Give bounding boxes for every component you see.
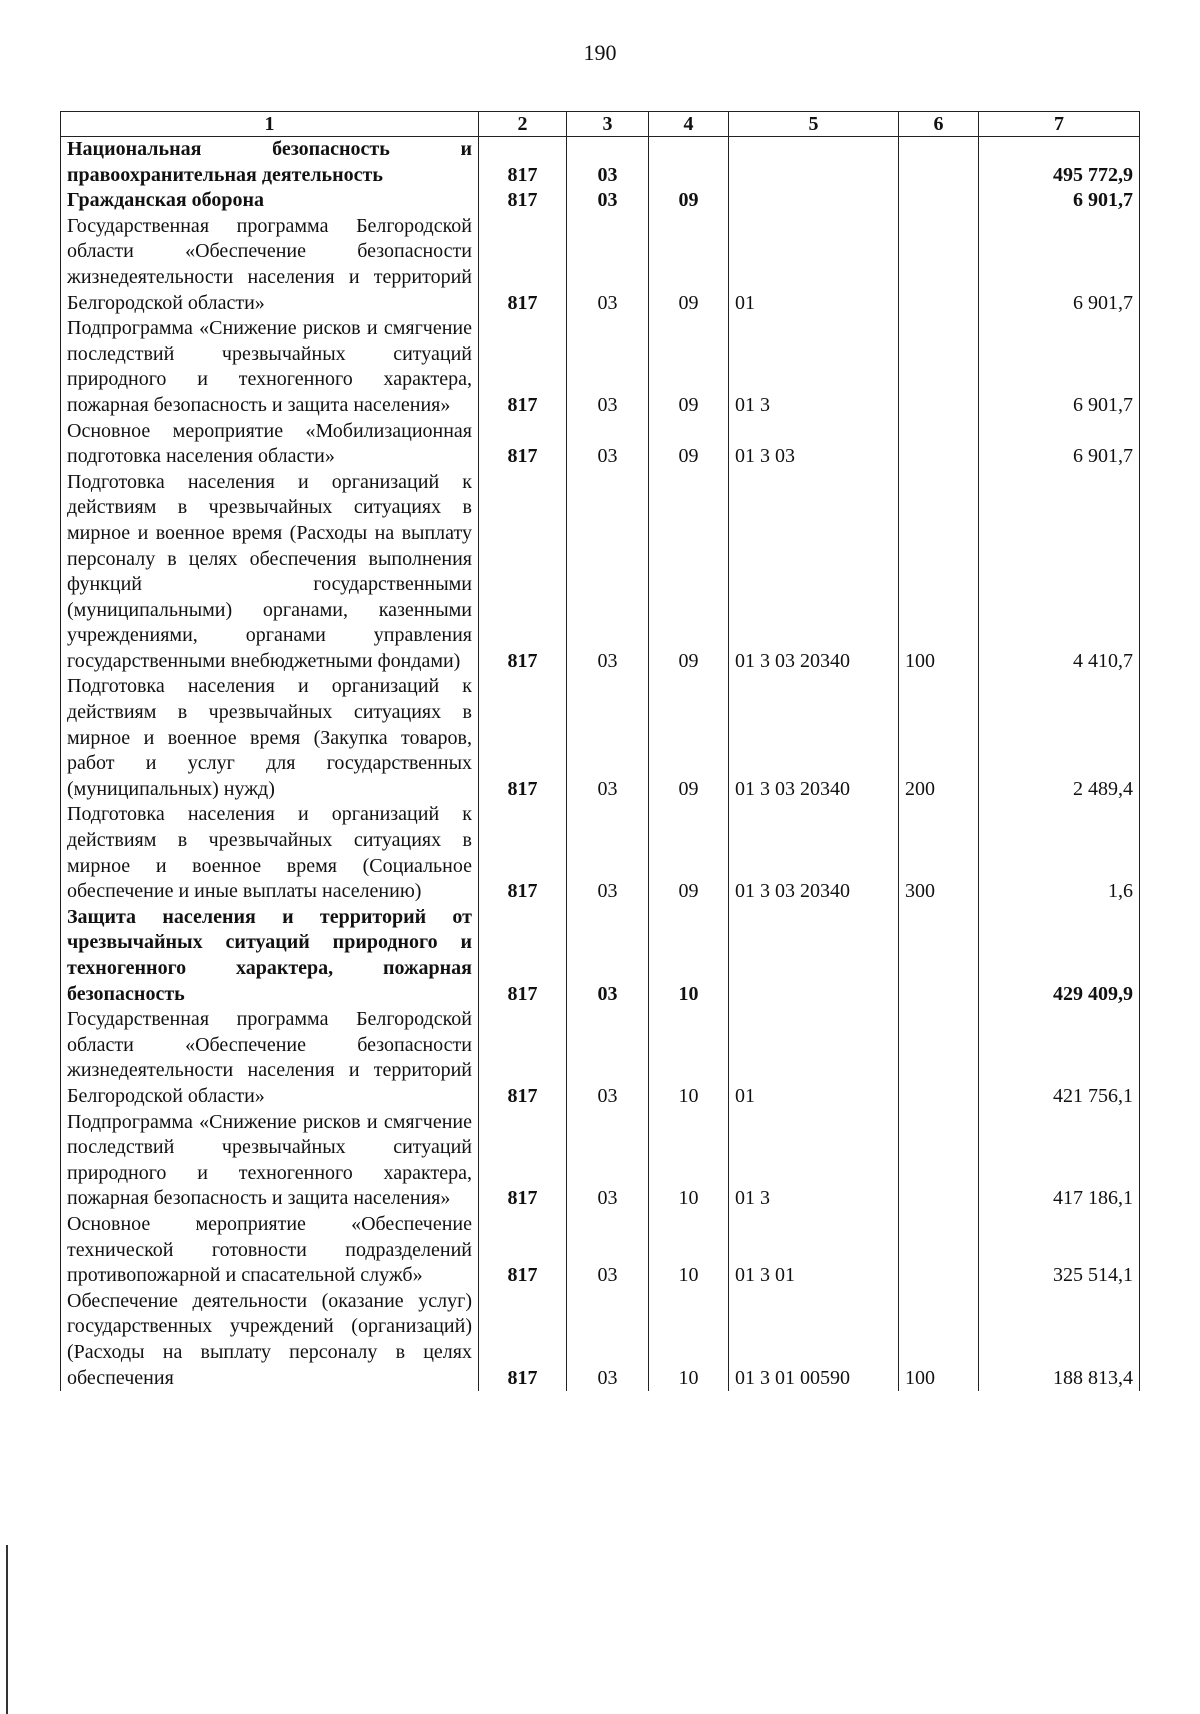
section-cell: 03 [567, 470, 649, 675]
table-row [61, 1212, 1140, 1289]
section-cell: 03 [567, 214, 649, 316]
target-article-cell [729, 188, 899, 214]
subsection-cell: 10 [649, 1212, 729, 1289]
target-article-cell [729, 905, 899, 1007]
section-cell: 03 [567, 1289, 649, 1391]
subsection-cell: 09 [649, 188, 729, 214]
target-article-cell: 01 3 03 [729, 419, 899, 470]
row-name-cell: Государственная программа Белгородской области «Обеспечение безопасности жизнедеятельности населения и территорий Белгородской области» [61, 1007, 479, 1109]
table-row [61, 419, 1140, 470]
subsection-cell: 10 [649, 1289, 729, 1391]
expense-type-cell [899, 316, 979, 418]
amount-cell: 4 410,7 [979, 470, 1140, 675]
table-row [61, 1289, 1140, 1391]
admin-code-cell: 817 [479, 674, 567, 802]
amount-cell: 325 514,1 [979, 1212, 1140, 1289]
budget-table [60, 111, 1140, 1391]
column-header-3: 3 [567, 112, 649, 137]
expense-type-cell [899, 419, 979, 470]
section-cell: 03 [567, 905, 649, 1007]
column-header-1: 1 [61, 112, 479, 137]
amount-cell: 6 901,7 [979, 214, 1140, 316]
expense-type-cell: 200 [899, 674, 979, 802]
amount-cell: 1,6 [979, 802, 1140, 904]
section-cell: 03 [567, 419, 649, 470]
target-article-cell: 01 3 [729, 1110, 899, 1212]
header-row [61, 112, 1140, 137]
subsection-cell: 09 [649, 316, 729, 418]
column-header-4: 4 [649, 112, 729, 137]
target-article-cell [729, 137, 899, 189]
section-cell: 03 [567, 802, 649, 904]
scan-border-line [6, 1545, 8, 1714]
target-article-cell: 01 3 01 00590 [729, 1289, 899, 1391]
admin-code-cell: 817 [479, 419, 567, 470]
table-row [61, 674, 1140, 802]
table-row [61, 137, 1140, 189]
expense-type-cell: 100 [899, 470, 979, 675]
admin-code-cell: 817 [479, 1110, 567, 1212]
table-row [61, 188, 1140, 214]
table-row [61, 1110, 1140, 1212]
subsection-cell: 10 [649, 1007, 729, 1109]
expense-type-cell [899, 1007, 979, 1109]
subsection-cell: 09 [649, 419, 729, 470]
admin-code-cell: 817 [479, 214, 567, 316]
admin-code-cell: 817 [479, 1289, 567, 1391]
expense-type-cell [899, 1212, 979, 1289]
subsection-cell: 10 [649, 905, 729, 1007]
amount-cell: 495 772,9 [979, 137, 1140, 189]
section-cell: 03 [567, 674, 649, 802]
table-row [61, 214, 1140, 316]
row-name-cell: Обеспечение деятельности (оказание услуг) государственных учреждений (организаций) (Расходы на выплату персоналу в целях обеспечения [61, 1289, 479, 1391]
column-header-5: 5 [729, 112, 899, 137]
column-header-2: 2 [479, 112, 567, 137]
admin-code-cell: 817 [479, 802, 567, 904]
amount-cell: 6 901,7 [979, 188, 1140, 214]
subsection-cell: 09 [649, 674, 729, 802]
row-name-cell: Подготовка населения и организаций к действиям в чрезвычайных ситуациях в мирное и военное время (Социальное обеспечение и иные выплаты населению) [61, 802, 479, 904]
expense-type-cell [899, 137, 979, 189]
expense-type-cell [899, 905, 979, 1007]
section-cell: 03 [567, 1007, 649, 1109]
row-name-cell: Основное мероприятие «Мобилизационная подготовка населения области» [61, 419, 479, 470]
admin-code-cell: 817 [479, 1212, 567, 1289]
row-name-cell: Основное мероприятие «Обеспечение технической готовности подразделений противопожарной и спасательной служб» [61, 1212, 479, 1289]
amount-cell: 6 901,7 [979, 419, 1140, 470]
table-row [61, 802, 1140, 904]
expense-type-cell [899, 1110, 979, 1212]
page-number: 190 [583, 40, 617, 65]
expense-type-cell: 300 [899, 802, 979, 904]
amount-cell: 421 756,1 [979, 1007, 1140, 1109]
target-article-cell: 01 [729, 214, 899, 316]
amount-cell: 188 813,4 [979, 1289, 1140, 1391]
section-cell: 03 [567, 1110, 649, 1212]
admin-code-cell: 817 [479, 188, 567, 214]
row-name-cell: Подпрограмма «Снижение рисков и смягчение последствий чрезвычайных ситуаций природного и техногенного характера, пожарная безопасность и защита населения» [61, 1110, 479, 1212]
target-article-cell: 01 3 03 20340 [729, 470, 899, 675]
admin-code-cell: 817 [479, 316, 567, 418]
amount-cell: 429 409,9 [979, 905, 1140, 1007]
target-article-cell: 01 [729, 1007, 899, 1109]
admin-code-cell: 817 [479, 905, 567, 1007]
section-cell: 03 [567, 1212, 649, 1289]
section-cell: 03 [567, 137, 649, 189]
row-name-cell: Национальная безопасность и правоохранительная деятельность [61, 137, 479, 189]
expense-type-cell: 100 [899, 1289, 979, 1391]
table-row [61, 1007, 1140, 1109]
row-name-cell: Государственная программа Белгородской области «Обеспечение безопасности жизнедеятельности населения и территорий Белгородской области» [61, 214, 479, 316]
row-name-cell: Подготовка населения и организаций к действиям в чрезвычайных ситуациях в мирное и военное время (Закупка товаров, работ и услуг для государственных (муниципальных) нужд) [61, 674, 479, 802]
subsection-cell: 10 [649, 1110, 729, 1212]
target-article-cell: 01 3 01 [729, 1212, 899, 1289]
subsection-cell: 09 [649, 470, 729, 675]
subsection-cell [649, 137, 729, 189]
amount-cell: 417 186,1 [979, 1110, 1140, 1212]
target-article-cell: 01 3 [729, 316, 899, 418]
subsection-cell: 09 [649, 802, 729, 904]
amount-cell: 2 489,4 [979, 674, 1140, 802]
table-row [61, 470, 1140, 675]
column-header-7: 7 [979, 112, 1140, 137]
row-name-cell: Гражданская оборона [61, 188, 479, 214]
target-article-cell: 01 3 03 20340 [729, 802, 899, 904]
table-row [61, 905, 1140, 1007]
admin-code-cell: 817 [479, 1007, 567, 1109]
section-cell: 03 [567, 316, 649, 418]
row-name-cell: Подпрограмма «Снижение рисков и смягчение последствий чрезвычайных ситуаций природного и техногенного характера, пожарная безопасность и защита населения» [61, 316, 479, 418]
subsection-cell: 09 [649, 214, 729, 316]
row-name-cell: Подготовка населения и организаций к действиям в чрезвычайных ситуациях в мирное и военное время (Расходы на выплату персоналу в целях обеспечения выполнения функций государственными (муниципальными) органами, казенными учреждениями, органами управления государственными внебюджетными фондами) [61, 470, 479, 675]
amount-cell: 6 901,7 [979, 316, 1140, 418]
column-header-6: 6 [899, 112, 979, 137]
row-name-cell: Защита населения и территорий от чрезвычайных ситуаций природного и техногенного характера, пожарная безопасность [61, 905, 479, 1007]
section-cell: 03 [567, 188, 649, 214]
target-article-cell: 01 3 03 20340 [729, 674, 899, 802]
admin-code-cell: 817 [479, 470, 567, 675]
table-row [61, 316, 1140, 418]
admin-code-cell: 817 [479, 137, 567, 189]
expense-type-cell [899, 214, 979, 316]
expense-type-cell [899, 188, 979, 214]
